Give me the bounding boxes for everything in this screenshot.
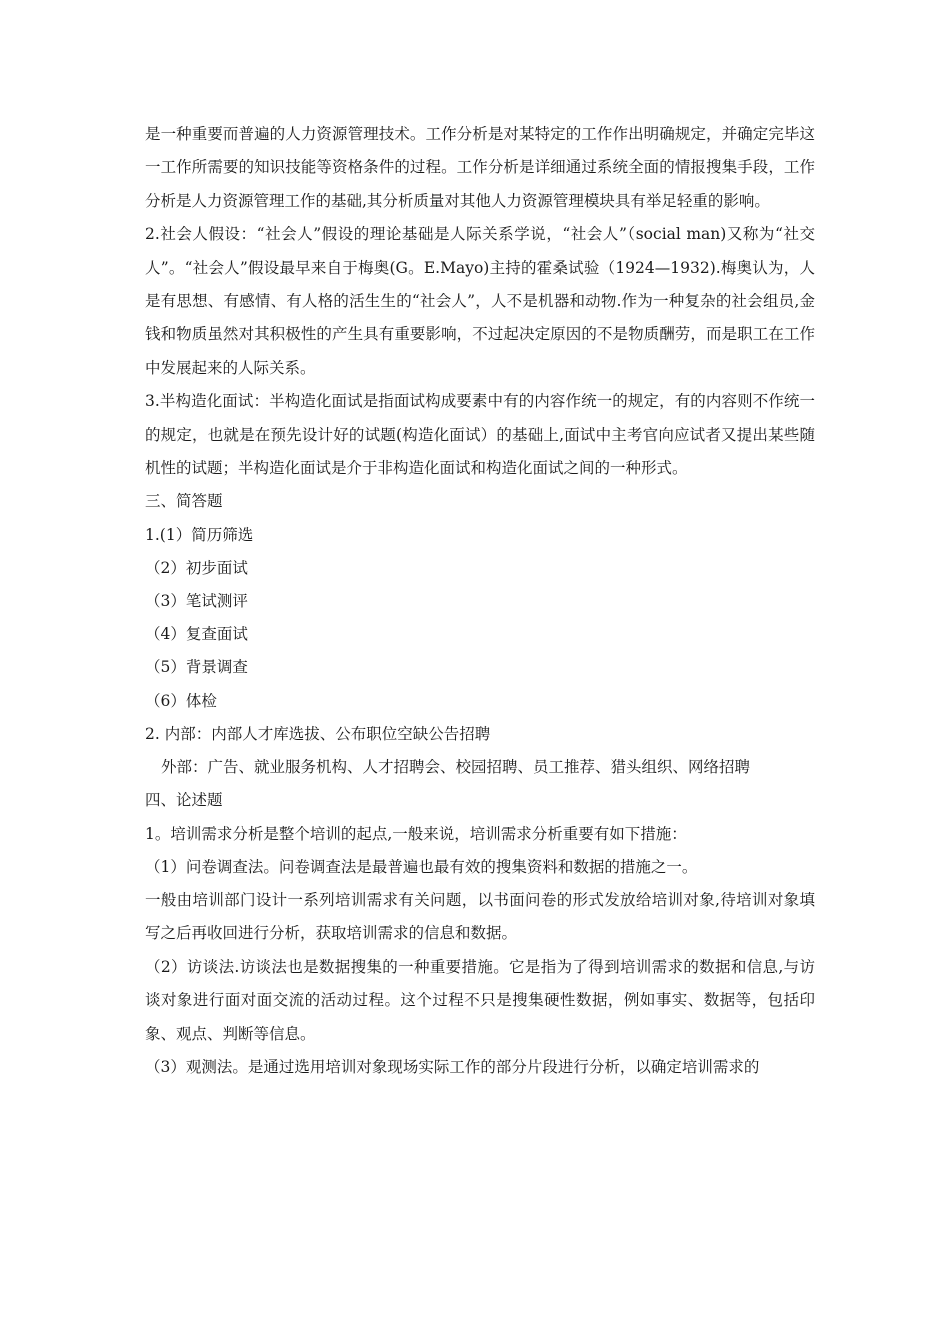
section-heading-short-answer: 三、简答题	[145, 492, 223, 511]
list-item: （3）笔试测评	[145, 592, 248, 611]
list-item: 1.(1）简历筛选	[145, 525, 254, 544]
paragraph-external-recruitment: 外部：广告、就业服务机构、人才招聘会、校园招聘、员工推荐、猎头组织、网络招聘	[161, 758, 751, 777]
document-body	[145, 118, 815, 1084]
paragraph-training-needs-intro: 1。培训需求分析是整个培训的起点,一般来说，培训需求分析重要有如下措施：	[145, 824, 687, 843]
list-item: （4）复查面试	[145, 625, 248, 644]
section-heading-essay: 四、论述题	[145, 791, 223, 810]
paragraph-interview-method: （2）访谈法.访谈法也是数据搜集的一种重要措施。它是指为了得到培训需求的数据和信息,与访谈对象进行面对面交流的活动过程。这个过程不只是搜集硬性数据，例如事实、数据等，包括印象、观点、判断等信息。	[145, 957, 815, 1043]
list-item: （6）体检	[145, 691, 217, 710]
paragraph-questionnaire-detail: 一般由培训部门设计一系列培训需求有关问题，以书面问卷的形式发放给培训对象,待培训对象填写之后再收回进行分析，获取培训需求的信息和数据。	[145, 890, 815, 943]
paragraph-observation-method: （3）观测法。是通过选用培训对象现场实际工作的部分片段进行分析，以确定培训需求的	[145, 1057, 760, 1076]
paragraph-questionnaire-method: （1）问卷调查法。问卷调查法是最普遍也最有效的搜集资料和数据的措施之一。	[145, 857, 698, 876]
paragraph-social-man: 2.社会人假设：“社会人”假设的理论基础是人际关系学说，“社会人”（social man)又称为“社交人”。“社会人”假设最早来自于梅奥(G。E.Mayo)主持的霍桑试验（1924—1932).梅奥认为，人是有思想、有感情、有人格的活生生的“社会人”，人不是机器和动物.作为一种复杂的社会组员,金钱和物质虽然对其积极性的产生具有重要影响，不过起决定原因的不是物质酬劳，而是职工在工作中发展起来的人际关系。	[145, 225, 815, 377]
paragraph-internal-recruitment: 2. 内部：内部人才库选拔、公布职位空缺公告招聘	[145, 724, 491, 743]
paragraph-job-analysis: 是一种重要而普遍的人力资源管理技术。工作分析是对某特定的工作作出明确规定，并确定完毕这一工作所需要的知识技能等资格条件的过程。工作分析是详细通过系统全面的情报搜集手段，工作分析是人力资源管理工作的基础,其分析质量对其他人力资源管理模块具有举足轻重的影响。	[145, 125, 815, 210]
list-item: （5）背景调查	[145, 658, 248, 677]
list-item: （2）初步面试	[145, 558, 248, 577]
paragraph-semi-structured-interview: 3.半构造化面试：半构造化面试是指面试构成要素中有的内容作统一的规定，有的内容则不作统一的规定，也就是在预先设计好的试题(构造化面试）的基础上,面试中主考官向应试者又提出某些随机性的试题；半构造化面试是介于非构造化面试和构造化面试之间的一种形式。	[145, 392, 815, 478]
